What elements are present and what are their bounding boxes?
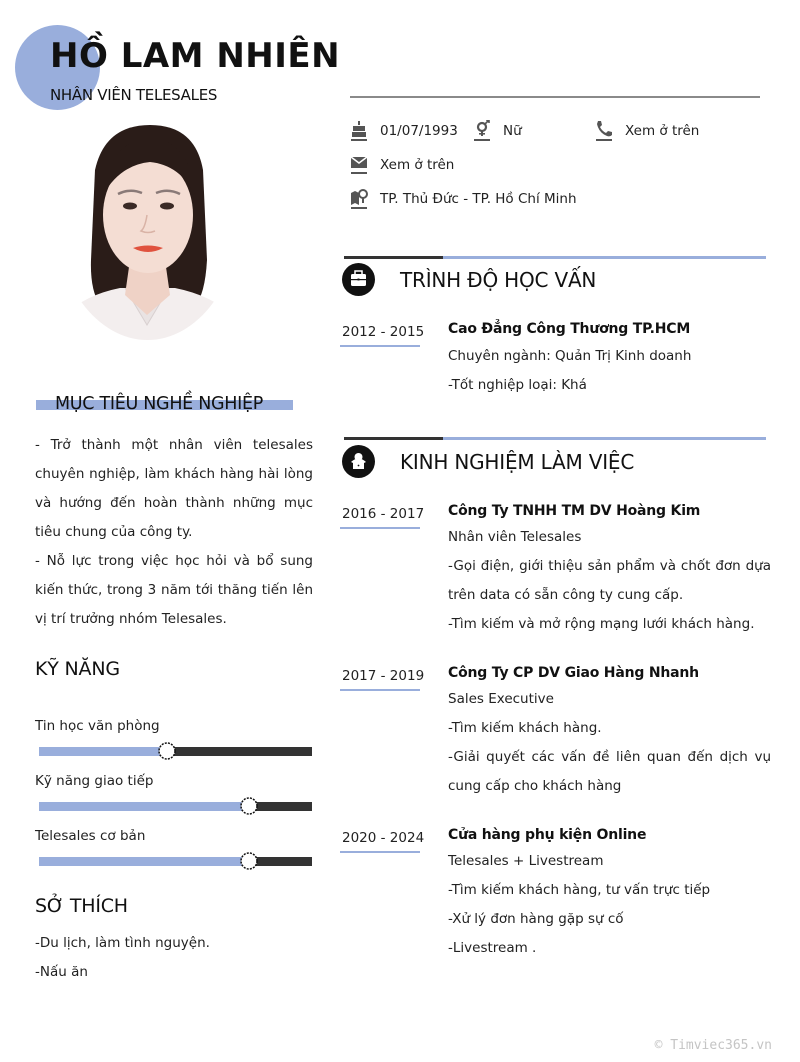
entry-line: -Tìm kiếm khách hàng. (448, 720, 602, 736)
phone-value: Xem ở trên (625, 123, 700, 139)
candidate-name: HỒ LAM NHIÊN (50, 36, 341, 76)
candidate-position: NHÂN VIÊN TELESALES (50, 86, 218, 104)
entry-line: -Xử lý đơn hàng gặp sự cố (448, 911, 624, 927)
company-name: Công Ty TNHH TM DV Hoàng Kim (448, 503, 701, 519)
skill-bar (39, 747, 312, 756)
entry-line: -Livestream . (448, 940, 537, 956)
experience-entry (448, 501, 771, 639)
skill-bar (39, 857, 312, 866)
gender-icon (473, 120, 491, 142)
period-underline (340, 527, 420, 529)
contact-birthday (350, 120, 458, 142)
skill-knob-icon (157, 741, 177, 761)
period-underline (340, 851, 420, 853)
skill-label: Tin học văn phòng (35, 718, 160, 734)
education-divider (344, 256, 766, 259)
skill-bar-fill (39, 802, 249, 811)
school-name: Cao Đẳng Công Thương TP.HCM (448, 321, 691, 337)
entry-line: -Tốt nghiệp loại: Khá (448, 377, 587, 393)
envelope-icon (350, 154, 368, 176)
address-value: TP. Thủ Đức - TP. Hồ Chí Minh (380, 191, 577, 207)
phone-icon (595, 120, 613, 142)
experience-entry (448, 825, 771, 963)
objective-paragraph: - Trở thành một nhân viên telesales chuyên nghiệp, làm khách hàng hài lòng và hướng đến hoàn thành những mục tiêu chung của công ty. (35, 437, 313, 540)
contact-phone[interactable] (595, 120, 699, 142)
contact-email[interactable] (350, 154, 454, 176)
contact-address (350, 188, 577, 210)
briefcase-icon (342, 263, 375, 296)
entry-line: -Tìm kiếm và mở rộng mạng lưới khách hàng. (448, 616, 755, 632)
job-title: Nhân viên Telesales (448, 529, 582, 545)
skill-label: Kỹ năng giao tiếp (35, 773, 154, 789)
entry-line: Chuyên ngành: Quản Trị Kinh doanh (448, 348, 692, 364)
birthday-value: 01/07/1993 (380, 123, 458, 139)
skill-bar-fill (39, 747, 167, 756)
experience-period: 2017 - 2019 (342, 668, 425, 684)
contact-gender (473, 120, 522, 142)
hobbies-title: SỞ THÍCH (35, 895, 128, 917)
entry-line: -Gọi điện, giới thiệu sản phẩm và chốt đơn dựa trên data có sẵn công ty cung cấp. (448, 558, 771, 603)
education-entry (448, 319, 771, 400)
experience-divider (344, 437, 766, 440)
hobby-item: -Nấu ăn (35, 964, 88, 980)
header-divider (350, 96, 760, 98)
birthday-cake-icon (350, 120, 368, 142)
skill-knob-icon (239, 796, 259, 816)
experience-period: 2016 - 2017 (342, 506, 425, 522)
user-laptop-icon (342, 445, 375, 478)
skill-bar-fill (39, 857, 249, 866)
map-pin-icon (350, 188, 368, 210)
experience-entry (448, 663, 771, 801)
objective-text (35, 431, 313, 634)
avatar (55, 110, 240, 340)
objective-paragraph: - Nỗ lực trong việc học hỏi và bổ sung kiến thức, trong 3 năm tới thăng tiến lên vị trí trưởng nhóm Telesales. (35, 553, 313, 627)
gender-value: Nữ (503, 123, 522, 139)
job-title: Telesales + Livestream (448, 853, 604, 869)
watermark: © Timviec365.vn (654, 1038, 772, 1053)
experience-period: 2020 - 2024 (342, 830, 425, 846)
skill-label: Telesales cơ bản (35, 828, 146, 844)
company-name: Cửa hàng phụ kiện Online (448, 827, 647, 843)
email-value: Xem ở trên (380, 157, 455, 173)
job-title: Sales Executive (448, 691, 554, 707)
education-title: TRÌNH ĐỘ HỌC VẤN (400, 268, 597, 292)
period-underline (340, 689, 420, 691)
skills-title: KỸ NĂNG (35, 658, 120, 680)
hobby-item: -Du lịch, làm tình nguyện. (35, 935, 210, 951)
education-period: 2012 - 2015 (342, 324, 425, 340)
experience-title: KINH NGHIỆM LÀM VIỆC (400, 450, 635, 474)
profile-photo (55, 110, 240, 340)
entry-line: -Giải quyết các vấn đề liên quan đến dịch vụ cung cấp cho khách hàng (448, 749, 771, 794)
skill-bar (39, 802, 312, 811)
period-underline (340, 345, 420, 347)
skill-knob-icon (239, 851, 259, 871)
objective-title: MỤC TIÊU NGHỀ NGHIỆP (55, 394, 263, 414)
company-name: Công Ty CP DV Giao Hàng Nhanh (448, 665, 699, 681)
entry-line: -Tìm kiếm khách hàng, tư vấn trực tiếp (448, 882, 711, 898)
